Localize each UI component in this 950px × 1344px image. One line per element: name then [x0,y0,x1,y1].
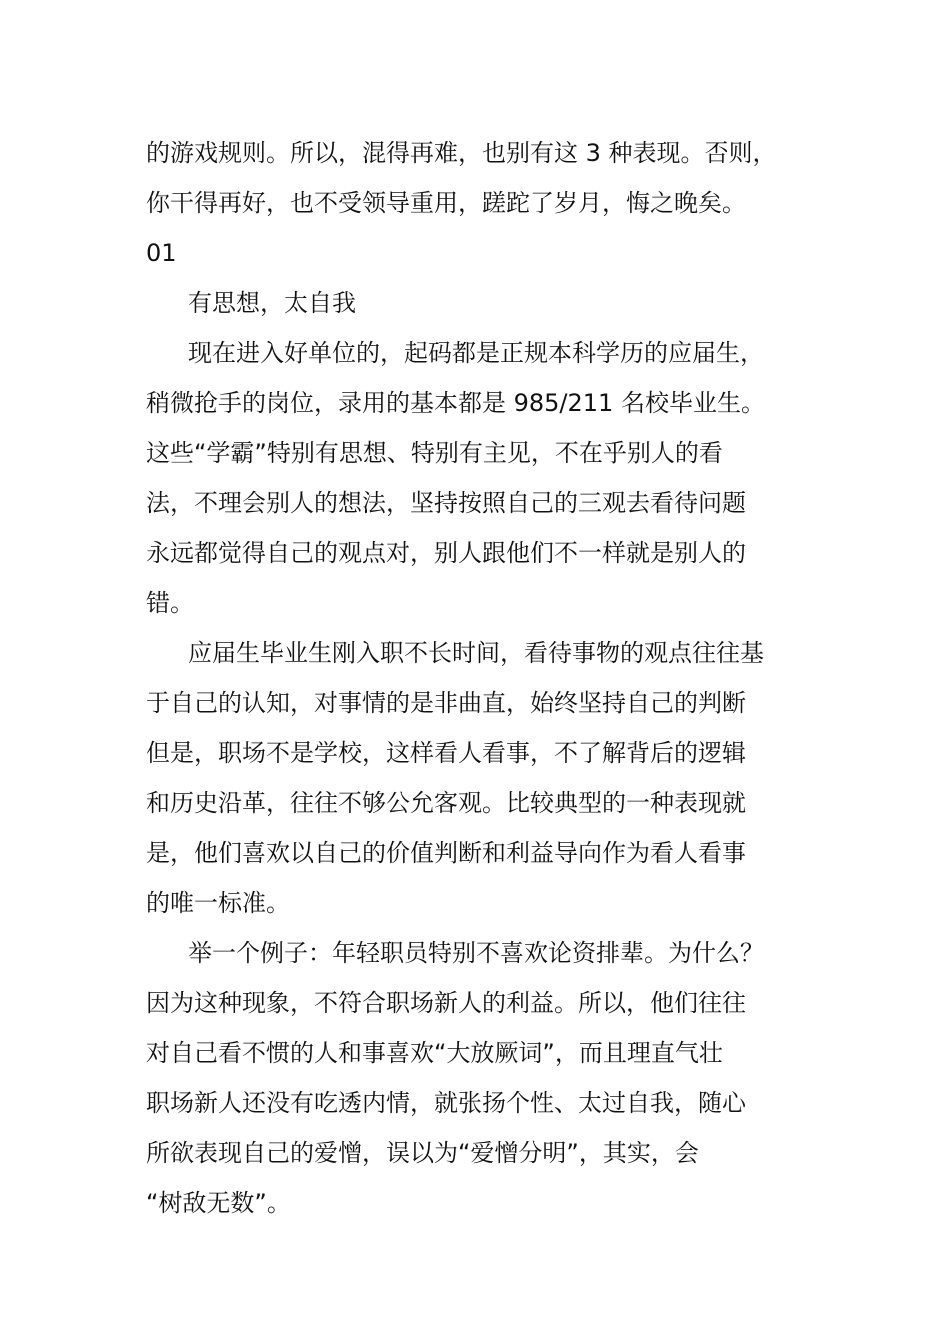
text-line: 你干得再好，也不受领导重用，蹉跎了岁月，悔之晚矣。 [146,189,746,217]
text-line: 法，不理会别人的想法，坚持按照自己的三观去看待问题 [146,489,746,517]
text-line: “树敌无数”。 [146,1189,291,1217]
text-line: 永远都觉得自己的观点对，别人跟他们不一样就是别人的 [146,539,746,567]
section-heading: 有思想，太自我 [188,289,356,317]
text-line: 职场新人还没有吃透内情，就张扬个性、太过自我，随心 [146,1089,746,1117]
text-line: 于自己的认知，对事情的是非曲直，始终坚持自己的判断 [146,689,746,717]
text-line: 这些“学霸”特别有思想、特别有主见，不在乎别人的看 [146,439,723,467]
text-line: 所欲表现自己的爱憎，误以为“爱憎分明”，其实，会 [146,1139,699,1167]
text-line: 和历史沿革，往往不够公允客观。比较典型的一种表现就 [146,789,746,817]
document-body [146,128,816,1228]
text-line: 因为这种现象，不符合职场新人的利益。所以，他们往往 [146,989,746,1017]
text-line: 现在进入好单位的，起码都是正规本科学历的应届生， [188,339,764,367]
text-line: 的游戏规则。所以，混得再难，也别有这 3 种表现。否则， [146,139,777,167]
text-line: 应届生毕业生刚入职不长时间，看待事物的观点往往基 [188,639,764,667]
text-line: 是，他们喜欢以自己的价值判断和利益导向作为看人看事 [146,839,746,867]
text-line: 错。 [146,589,194,617]
text-line: 的唯一标准。 [146,889,290,917]
section-number: 01 [146,239,177,267]
text-line: 举一个例子：年轻职员特别不喜欢论资排辈。为什么？ [188,939,764,967]
text-line: 对自己看不惯的人和事喜欢“大放厥词”，而且理直气壮 [146,1039,723,1067]
text-line: 稍微抢手的岗位，录用的基本都是 985/211 名校毕业生。 [146,389,765,417]
text-line: 但是，职场不是学校，这样看人看事，不了解背后的逻辑 [146,739,746,767]
